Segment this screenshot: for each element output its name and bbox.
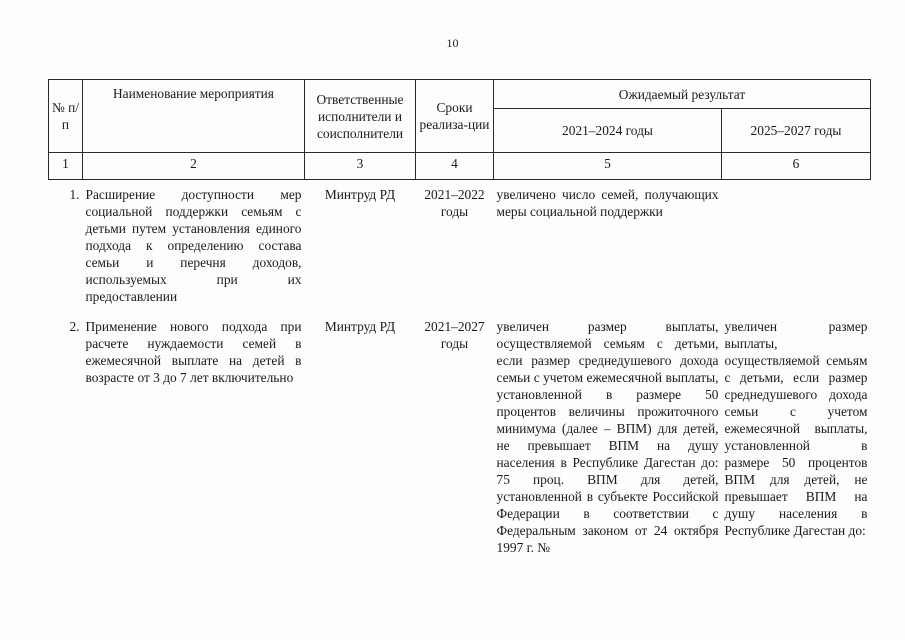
row-number: 2. <box>69 319 80 334</box>
table-row <box>49 318 871 556</box>
table-row <box>49 186 871 318</box>
column-index: 5 <box>494 153 722 180</box>
column-index-row <box>49 153 871 180</box>
column-index: 4 <box>416 153 494 180</box>
header-term: Сроки реализа-ции <box>416 80 494 153</box>
result-2025-2027: увеличен размер выплаты, осуществляемой семьям с детьми, если размер среднедушевого дохода семьи с учетом ежемесячной выплаты, установленной в размере 50 процентов ВПМ для детей, не превышает ВПМ на душу населения в Республике Дагестан до: <box>724 319 868 538</box>
page-number: 10 <box>446 36 459 50</box>
result-2021-2024: увеличен размер выплаты, осуществляемой семьям с детьми, если размер среднедушевого дохода семьи с учетом ежемесячной выплаты, установленной в размере 50 процентов величины прожиточного минимума (далее – ВПМ) для детей, не превышает ВПМ на душу населения в Республике Дагестан до: 75 проц. ВПМ для детей, установленной в субъекте Российской Федерации в соответствии с Федеральным законом от 24 октября 1997 г. № <box>496 319 719 555</box>
column-index: 1 <box>49 153 83 180</box>
responsible-executor: Минтруд РД <box>324 187 396 202</box>
measure-name: Расширение доступности мер социальной поддержки семьям с детьми путем установления единого подхода к определению состава семьи и перечня доходов, используемых при их предоставлении <box>85 187 302 304</box>
header-result-2021-2024: 2021–2024 годы <box>494 109 722 153</box>
column-index: 6 <box>722 153 871 180</box>
implementation-term: 2021–2022 годы <box>424 187 485 219</box>
implementation-term: 2021–2027 годы <box>424 319 485 351</box>
header-result-2025-2027: 2025–2027 годы <box>722 109 871 153</box>
plan-table <box>48 79 871 556</box>
responsible-executor: Минтруд РД <box>324 319 396 334</box>
header-name: Наименование мероприятия <box>83 80 305 153</box>
result-2021-2024: увеличено число семей, получающих меры социальной поддержки <box>496 187 719 219</box>
row-number: 1. <box>69 187 80 202</box>
header-result: Ожидаемый результат <box>494 80 871 109</box>
measure-name: Применение нового подхода при расчете нуждаемости семей в ежемесячной выплате на детей в возрасте от 3 до 7 лет включительно <box>85 319 302 385</box>
header-exec: Ответственные исполнители и соисполнители <box>305 80 416 153</box>
column-index: 2 <box>83 153 305 180</box>
result-2025-2027 <box>722 186 871 318</box>
header-num: № п/п <box>49 80 83 153</box>
column-index: 3 <box>305 153 416 180</box>
table-header <box>49 80 871 180</box>
